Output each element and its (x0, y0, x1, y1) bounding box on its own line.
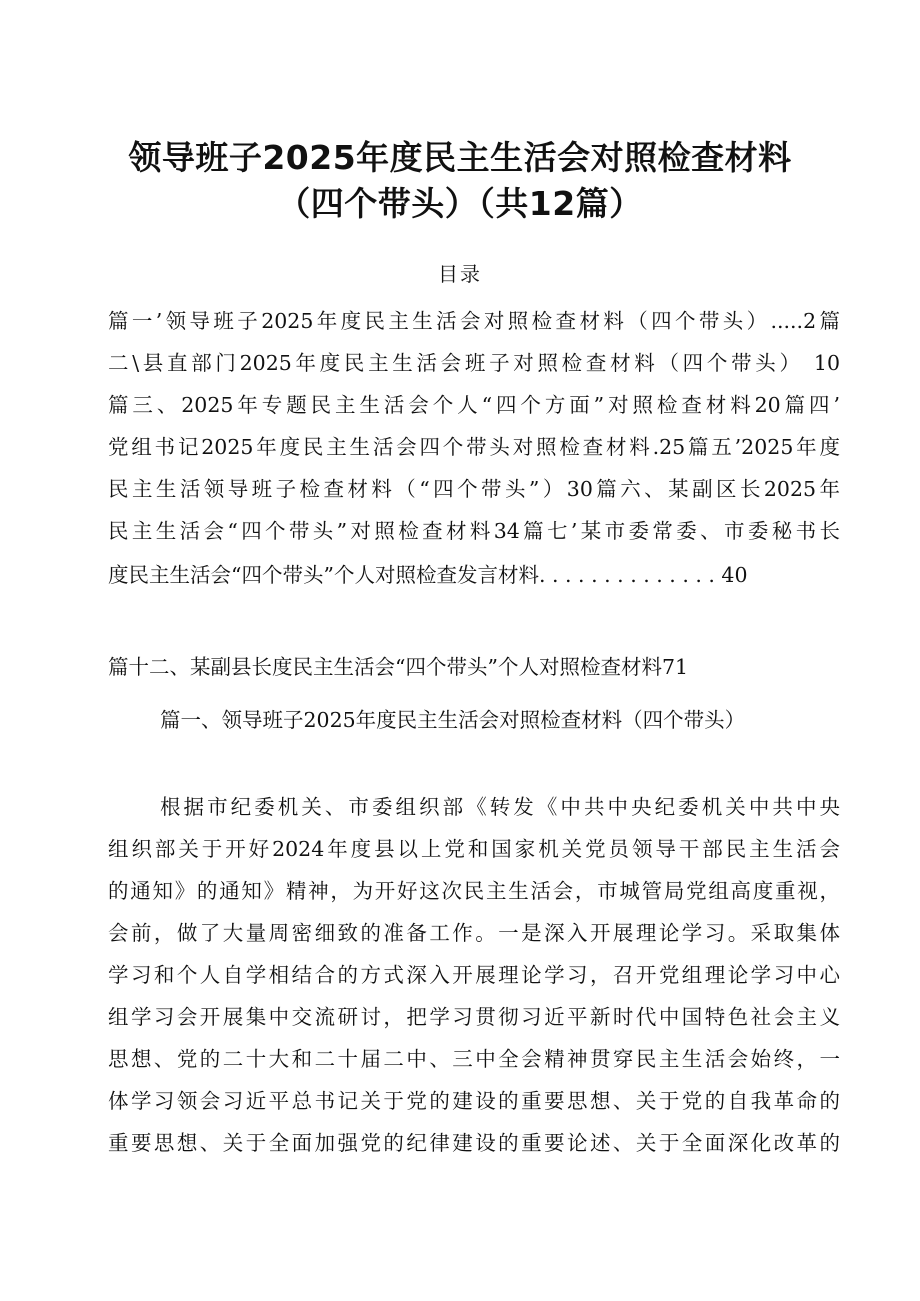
body-line: 组织部关于开好2024年度县以上党和国家机关党员领导干部民主生活会 (108, 837, 840, 861)
toc-line: 篇三、2025年专题民主生活会个人“四个方面”对照检查材料20篇四’ (108, 393, 840, 417)
document-title-line-1: 领导班子2025年度民主生活会对照检查材料 (128, 138, 792, 177)
document-title-line-2: （四个带头）（共12篇） (277, 184, 643, 223)
body-line: 体学习领会习近平总书记关于党的建设的重要思想、关于党的自我革命的 (108, 1089, 840, 1113)
section-title: 篇一、领导班子2025年度民主生活会对照检查材料（四个带头） (160, 708, 746, 732)
toc-line: 民主生活会“四个带头”对照检查材料34篇七’某市委常委、市委秘书长 (108, 519, 840, 543)
toc-heading: 目录 (438, 262, 482, 286)
body-line: 学习和个人自学相结合的方式深入开展理论学习，召开党组理论学习中心 (108, 963, 840, 987)
toc-line-last: 篇十二、某副县长度民主生活会“四个带头”个人对照检查材料71 (108, 655, 689, 679)
toc-line: 党组书记2025年度民主生活会四个带头对照检查材料.25篇五’2025年度 (108, 435, 840, 459)
toc-line: 篇一’领导班子2025年度民主生活会对照检查材料（四个带头）.....2篇 (108, 309, 840, 333)
body-line: 会前，做了大量周密细致的准备工作。一是深入开展理论学习。采取集体 (108, 921, 840, 945)
toc-line: 度民主生活会“四个带头”个人对照检查发言材料. . . . . . . . . . . . . . 40 (108, 563, 748, 587)
body-line: 重要思想、关于全面加强党的纪律建设的重要论述、关于全面深化改革的 (108, 1131, 840, 1155)
body-line: 根据市纪委机关、市委组织部《转发《中共中央纪委机关中共中央 (160, 795, 840, 819)
body-line: 的通知》的通知》精神，为开好这次民主生活会，市城管局党组高度重视， (108, 879, 840, 903)
toc-line: 民主生活领导班子检查材料（“四个带头”）30篇六、某副区长2025年 (108, 477, 840, 501)
body-line: 思想、党的二十大和二十届二中、三中全会精神贯穿民主生活会始终，一 (108, 1047, 840, 1071)
body-line: 组学习会开展集中交流研讨，把学习贯彻习近平新时代中国特色社会主义 (108, 1005, 840, 1029)
toc-line: 二\县直部门2025年度民主生活会班子对照检查材料（四个带头） 10 (108, 351, 840, 375)
